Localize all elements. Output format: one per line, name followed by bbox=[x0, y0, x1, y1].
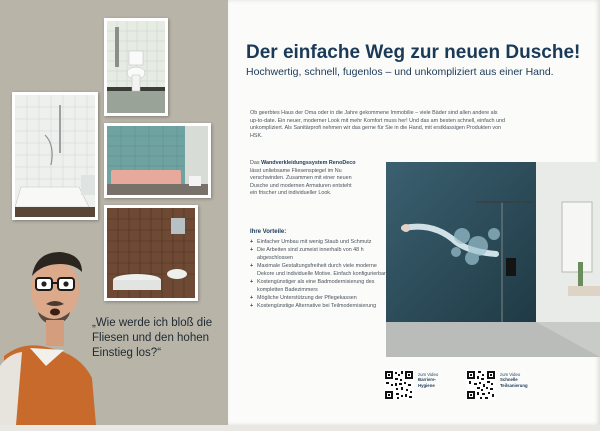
modern-shower-photo bbox=[386, 162, 600, 357]
old-bathtub-photo bbox=[104, 123, 211, 198]
left-page bbox=[0, 0, 228, 425]
system-name: Wandverkleidungssystem RenoDeco bbox=[261, 160, 356, 166]
system-text-after: lässt unliebsame Fliesenspiegel im Nu verschwinden. Zusammen mit einer neuen Dusche und modernen Armaturen entsteht ein frischer und individueller Look. bbox=[250, 167, 352, 197]
benefit-item: + Maximale Gestaltungsfreiheit durch viele moderne Dekore und individuelle Motive. Einfach konfigurierbar bbox=[250, 262, 390, 278]
right-page bbox=[228, 0, 600, 425]
surprised-man-photo bbox=[0, 246, 96, 425]
intro-paragraph: Ob geerbtes Haus der Oma oder in die Jahre gekommene Immobilie – viele Bäder sind allen andere als up-to-date. Ein neuer, moderner Look mit mehr Komfort muss her! Und das am besten schnell, einfach und unkompliziert. Als Sanitärprofi nehmen wir das gerne für Sie in die Hand, mit erstklassigen Produkten von HSK. bbox=[250, 110, 505, 139]
system-paragraph bbox=[250, 160, 360, 198]
benefit-item: + Kostengünstiger als eine Badmodernisierung des kompletten Badezimmers bbox=[250, 278, 390, 294]
qr-code-hygiene[interactable] bbox=[384, 370, 414, 400]
benefit-item: + Die Arbeiten sind zumeist innerhalb von 48 h abgeschlossen bbox=[250, 246, 390, 262]
qr-code-teilsanierung[interactable] bbox=[466, 370, 496, 400]
subheadline: Hochwertig, schnell, fugenlos – und unkompliziert aus einer Hand. bbox=[246, 66, 554, 78]
qr-label-teilsanierung: zum Video Schnelle Teilsanierung bbox=[500, 372, 528, 388]
qr-label-hygiene: zum Video Barriere- Hygiene bbox=[418, 372, 439, 388]
benefit-item: + Einfacher Umbau mit wenig Staub und Schmutz bbox=[250, 238, 390, 246]
quote-text: „Wie werde ich bloß die Fliesen und den hohen Einstieg los?“ bbox=[92, 317, 213, 359]
old-toilet-photo bbox=[104, 18, 168, 116]
benefits-list bbox=[250, 238, 390, 310]
benefits-title: Ihre Vorteile: bbox=[250, 229, 287, 235]
headline: Der einfache Weg zur neuen Dusche! bbox=[246, 42, 581, 63]
benefit-item: + Mögliche Unterstützung der Pflegekassen bbox=[250, 294, 390, 302]
system-text-before: Das bbox=[250, 160, 262, 166]
brown-tiles-photo bbox=[104, 205, 198, 301]
benefit-item: + Kostengünstige Alternative bei Teilmodernisierung bbox=[250, 302, 390, 310]
old-shower-photo bbox=[12, 92, 98, 220]
